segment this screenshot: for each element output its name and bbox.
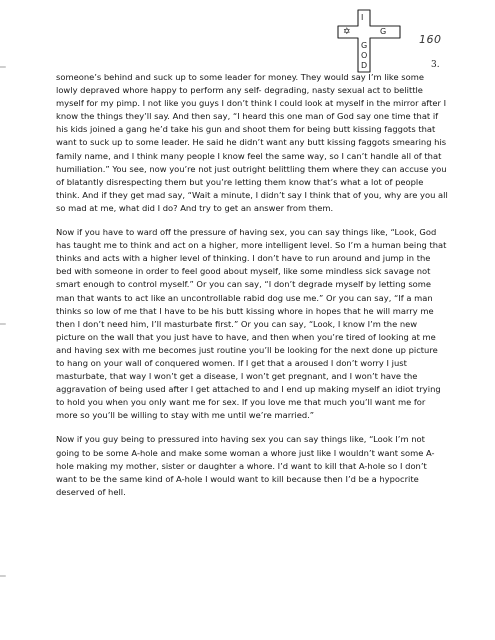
punch-hole-mark (0, 575, 6, 577)
page-number: 3. (431, 60, 440, 70)
punch-hole-mark (0, 66, 6, 68)
cross-letter: G (380, 27, 387, 36)
paragraph: Now if you guy being to pressured into having sex you can say things like, “Look I’m not going to be some A-hole and make some woman a whore just like I wouldn’t want some A-hole making my mother, sister or daughter a whore. I’d want to kill that A-hole so I don’t want to be the same kind of A-hole I would want to kill because then I’d be a hypocrite deserved of hell. (56, 434, 435, 497)
paragraph: Now if you have to ward off the pressure of having sex, you can say things like, “Look, God has taught me to think and act on a higher, more intelligent level. So I’m a human being that thinks and acts with a higher level of thinking. I don’t have to run around and jump in the bed with someone in order to feel good about myself, like some mindless sick savage not smart enough to control myself.” Or you can say, “I don’t degrade myself by letting some man that wants to act like an uncontrollable rabid dog use me.” Or you can say, “If a man thinks so low of me that I have to be his butt kissing whore in hopes that he will marry me then I don’t need him, I’ll masturbate first.” Or you can say, “Look, I know I’m the new picture on the wall that you just have to have, and then when you’re tired of looking at me and having sex with me becomes just routine you’ll be looking for the next done up picture to hang on your wall of conquered women. If I get that a aroused I don’t worry I just masturbate, that way I won’t get a disease, I won’t get pregnant, and I won’t have the aggravation of being used after I get attached to and I end up making myself an idiot trying to hold you when you only want me for sex. If you love me that much you’ll want me for more so you’ll be willing to stay with me until we’re married.” (56, 227, 447, 421)
star-of-david-icon: ✡ (343, 27, 351, 37)
cross-letter: D (361, 61, 368, 70)
document-body (56, 71, 448, 510)
punch-hole-mark (0, 323, 6, 325)
handwritten-page-number: 160 (419, 33, 442, 46)
cross-outline-icon (336, 8, 402, 74)
cross-letter: O (361, 51, 368, 60)
paragraph: someone’s behind and suck up to some leader for money. They would say I’m like some lowly depraved whore happy to perform any self- degrading, nasty sexual act to belittle myself for my pimp. I not like you guys I don’t think I could look at myself in the mirror after I know the things they’ll say. And then say, “I heard this one man of God say one time that if his kids joined a gang he’d take his gun and shoot them for being butt kissing faggots that want to suck up to some leader. He said he didn’t want any butt kissing faggots smearing his family name, and I think many people I know feel the same way, so I can’t handle all of that humiliation.” You see, now you’re not just outright belittling them where they can accuse you of blatantly disrespecting them but you’re letting them know that’s what a lot of people think. And if they get mad say, “Wait a minute, I didn’t say I think that of you, why are you all so mad at me, what did I do? And try to get an answer from them. (56, 72, 448, 213)
cross-letter: I (361, 13, 364, 22)
cross-letter: G (361, 41, 368, 50)
hand-drawn-cross (336, 8, 402, 74)
